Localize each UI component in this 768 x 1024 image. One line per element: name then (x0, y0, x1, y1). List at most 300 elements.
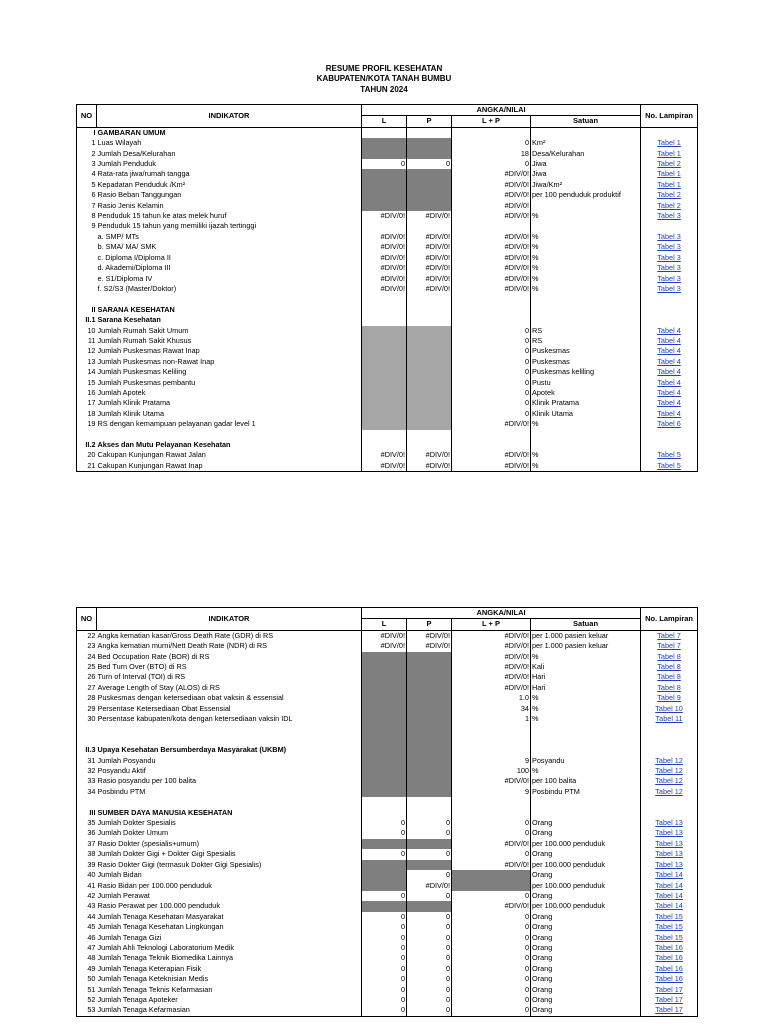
table-row (77, 127, 698, 138)
row-lampiran[interactable] (641, 398, 698, 408)
row-satuan: Orang (531, 891, 641, 901)
row-satuan: % (531, 242, 641, 252)
row-satuan: % (531, 274, 641, 284)
row-no: 26 (77, 672, 97, 682)
row-lampiran[interactable] (641, 190, 698, 200)
row-satuan: Orang (531, 870, 641, 880)
row-indikator: Jumlah Tenaga Keteknisian Medis (97, 974, 362, 984)
row-indikator: Jumlah Posyandu (97, 756, 362, 766)
row-value-l (362, 294, 407, 304)
lampiran-link[interactable]: Tabel 15 (655, 932, 683, 942)
row-value-l: #DIV/0! (362, 263, 407, 273)
lampiran-link[interactable]: Tabel 3 (657, 263, 681, 273)
lampiran-link[interactable]: Tabel 4 (657, 387, 681, 397)
row-lampiran[interactable] (641, 367, 698, 377)
row-satuan: Hari (531, 672, 641, 682)
row-satuan: Orang (531, 849, 641, 859)
row-lampiran[interactable] (641, 641, 698, 651)
row-lampiran[interactable] (641, 714, 698, 724)
col-satuan: Satuan (531, 619, 641, 630)
row-no: 12 (77, 346, 97, 356)
row-no: 37 (77, 839, 97, 849)
row-satuan: Posbindu PTM (531, 787, 641, 797)
row-lampiran[interactable] (641, 201, 698, 211)
row-lampiran[interactable] (641, 1005, 698, 1016)
row-value-lp: 0 (524, 963, 529, 973)
lampiran-link[interactable]: Tabel 11 (655, 714, 683, 724)
lampiran-link[interactable]: Tabel 14 (655, 880, 683, 890)
row-lampiran[interactable] (641, 891, 698, 901)
col-angka-nilai: ANGKA/NILAI (362, 608, 641, 619)
row-value-lp: 0 (524, 346, 529, 356)
lampiran-link[interactable]: Tabel 12 (655, 755, 683, 765)
lampiran-link[interactable]: Tabel 3 (657, 273, 681, 283)
col-p: P (407, 116, 452, 127)
row-lampiran[interactable] (641, 985, 698, 995)
row-value-p: 0 (407, 1005, 452, 1016)
row-value-l: 0 (362, 974, 407, 984)
lampiran-link[interactable]: Tabel 3 (657, 242, 681, 252)
row-indikator: a. SMP/ MTs (97, 232, 362, 242)
row-lampiran[interactable] (641, 450, 698, 460)
row-satuan: % (531, 263, 641, 273)
row-indikator: Jumlah Puskesmas Rawat Inap (97, 346, 362, 356)
lampiran-link[interactable]: Tabel 8 (657, 682, 681, 692)
lampiran-link[interactable]: Tabel 3 (657, 231, 681, 241)
lampiran-link[interactable]: Tabel 9 (657, 693, 681, 703)
resume-table-2 (76, 607, 697, 1017)
row-lampiran[interactable] (641, 652, 698, 662)
row-value-l (362, 419, 407, 429)
row-no (77, 263, 97, 273)
table-row (77, 440, 698, 450)
row-value-l (362, 388, 407, 398)
row-satuan: Hari (531, 683, 641, 693)
row-no: 9 (77, 221, 97, 231)
row-value-l (362, 860, 407, 870)
row-indikator: Rasio Bidan per 100.000 penduduk (97, 881, 362, 891)
row-value-p: #DIV/0! (407, 881, 452, 891)
row-satuan: Jiwa (531, 169, 641, 179)
row-value-l (362, 398, 407, 408)
table-row (77, 891, 698, 901)
table-row (77, 818, 698, 828)
lampiran-link[interactable]: Tabel 7 (657, 630, 681, 640)
row-value-p: 0 (407, 922, 452, 932)
row-value-lp: #DIV/0! (504, 838, 529, 848)
row-value-l: #DIV/0! (362, 461, 407, 472)
row-indikator: SARANA KESEHATAN (97, 305, 362, 315)
row-value-lp: #DIV/0! (504, 190, 529, 200)
row-lampiran[interactable] (641, 149, 698, 159)
lampiran-link[interactable]: Tabel 15 (655, 922, 683, 932)
lampiran-link[interactable]: Tabel 17 (655, 1005, 683, 1015)
row-value-p: #DIV/0! (407, 641, 452, 651)
lampiran-link[interactable]: Tabel 2 (657, 200, 681, 210)
row-value-lp: 0 (452, 1005, 531, 1016)
row-no: 11 (77, 336, 97, 346)
row-lampiran[interactable] (641, 232, 698, 242)
row-no: 19 (77, 419, 97, 429)
row-satuan: per 100.000 penduduk (531, 839, 641, 849)
row-no (77, 724, 97, 734)
row-satuan: Jiwa (531, 159, 641, 169)
table-row (77, 652, 698, 662)
row-no: 25 (77, 662, 97, 672)
row-value-l: 0 (362, 922, 407, 932)
row-value-p (407, 326, 452, 336)
row-satuan: per 100 balita (531, 776, 641, 786)
row-lampiran[interactable] (641, 169, 698, 179)
row-indikator: d. Akademi/Diploma III (97, 263, 362, 273)
row-indikator: Jumlah Tenaga Gizi (97, 933, 362, 943)
lampiran-link[interactable]: Tabel 17 (655, 984, 683, 994)
row-value-l (362, 440, 407, 450)
table-row (77, 766, 698, 776)
row-value-p (407, 839, 452, 849)
row-value-lp: 100 (516, 766, 529, 776)
lampiran-link[interactable]: Tabel 10 (655, 703, 683, 713)
row-no: 44 (77, 912, 97, 922)
row-value-p (407, 149, 452, 159)
row-value-lp: #DIV/0! (504, 231, 529, 241)
lampiran-link[interactable]: Tabel 16 (655, 963, 683, 973)
row-value-lp: #DIV/0! (504, 283, 529, 293)
row-value-p (407, 776, 452, 786)
lampiran-link[interactable]: Tabel 1 (657, 138, 681, 148)
row-value-lp: 0 (524, 974, 529, 984)
lampiran-link[interactable]: Tabel 12 (655, 776, 683, 786)
row-value-lp (452, 315, 531, 325)
lampiran-link[interactable]: Tabel 3 (657, 283, 681, 293)
table-body-2 (77, 630, 698, 1016)
row-value-l (362, 315, 407, 325)
table-body-1 (77, 127, 698, 471)
row-indikator: c. Diploma I/Diploma II (97, 253, 362, 263)
row-value-l (362, 881, 407, 891)
row-value-lp: #DIV/0! (504, 651, 529, 661)
row-lampiran[interactable] (641, 828, 698, 838)
row-lampiran[interactable] (641, 159, 698, 169)
lampiran-link[interactable]: Tabel 4 (657, 408, 681, 418)
lampiran-link[interactable]: Tabel 15 (655, 911, 683, 921)
row-value-p (407, 704, 452, 714)
row-value-l (362, 357, 407, 367)
row-lampiran[interactable] (641, 870, 698, 880)
title-line-1: RESUME PROFIL KESEHATAN (325, 64, 443, 73)
table-row (77, 672, 698, 682)
row-lampiran (641, 724, 698, 734)
row-satuan (531, 201, 641, 211)
table-row (77, 149, 698, 159)
lampiran-link[interactable]: Tabel 4 (657, 325, 681, 335)
row-value-l: 0 (362, 995, 407, 1005)
row-value-lp: #DIV/0! (504, 682, 529, 692)
row-lampiran[interactable] (641, 943, 698, 953)
row-lampiran[interactable] (641, 326, 698, 336)
row-lampiran[interactable] (641, 766, 698, 776)
row-lampiran[interactable] (641, 388, 698, 398)
row-indikator: Puskesmas dengan ketersediaan obat vaksin & essensial (97, 693, 362, 703)
lampiran-link[interactable]: Tabel 13 (655, 818, 683, 828)
table-row (77, 284, 698, 294)
row-satuan (531, 305, 641, 315)
row-lampiran[interactable] (641, 378, 698, 388)
lampiran-link[interactable]: Tabel 8 (657, 651, 681, 661)
row-lampiran[interactable] (641, 630, 698, 641)
row-value-p (407, 409, 452, 419)
lampiran-link[interactable]: Tabel 4 (657, 356, 681, 366)
row-lampiran[interactable] (641, 180, 698, 190)
table-row (77, 974, 698, 984)
table-row (77, 409, 698, 419)
row-lampiran[interactable] (641, 839, 698, 849)
row-value-lp: 0 (524, 984, 529, 994)
row-value-p: #DIV/0! (407, 630, 452, 641)
lampiran-link[interactable]: Tabel 4 (657, 346, 681, 356)
row-value-l: #DIV/0! (362, 641, 407, 651)
row-value-l: #DIV/0! (362, 253, 407, 263)
row-no: 7 (77, 201, 97, 211)
row-no: 53 (77, 1005, 97, 1016)
lampiran-link[interactable]: Tabel 4 (657, 398, 681, 408)
row-indikator: Jumlah Desa/Kelurahan (97, 149, 362, 159)
row-lampiran[interactable] (641, 662, 698, 672)
lampiran-link[interactable]: Tabel 5 (657, 450, 681, 460)
lampiran-link[interactable]: Tabel 17 (655, 994, 683, 1004)
lampiran-link[interactable]: Tabel 1 (657, 169, 681, 179)
row-indikator: Jumlah Penduduk (97, 159, 362, 169)
row-value-l: 0 (362, 1005, 407, 1016)
row-lampiran[interactable] (641, 346, 698, 356)
row-lampiran[interactable] (641, 409, 698, 419)
row-no: 39 (77, 860, 97, 870)
row-indikator (97, 797, 362, 807)
row-lampiran[interactable] (641, 336, 698, 346)
row-value-l (362, 756, 407, 766)
row-value-p (407, 201, 452, 211)
row-value-p (407, 662, 452, 672)
row-lampiran[interactable] (641, 787, 698, 797)
row-satuan: Orang (531, 912, 641, 922)
row-no (77, 430, 97, 440)
row-value-p (407, 714, 452, 724)
row-value-l (362, 787, 407, 797)
row-indikator: GAMBARAN UMUM (97, 127, 362, 138)
row-lampiran[interactable] (641, 357, 698, 367)
row-value-l: 0 (362, 828, 407, 838)
lampiran-link[interactable]: Tabel 3 (657, 211, 681, 221)
row-satuan: % (531, 419, 641, 429)
row-value-l: #DIV/0! (362, 450, 407, 460)
row-lampiran[interactable] (641, 933, 698, 943)
table-row (77, 430, 698, 440)
row-no: 42 (77, 891, 97, 901)
row-lampiran[interactable] (641, 419, 698, 429)
col-satuan: Satuan (531, 116, 641, 127)
lampiran-link[interactable]: Tabel 6 (657, 419, 681, 429)
row-value-l: #DIV/0! (362, 274, 407, 284)
row-no: 43 (77, 901, 97, 911)
row-value-p: 0 (407, 159, 452, 169)
lampiran-link[interactable]: Tabel 1 (657, 148, 681, 158)
row-lampiran[interactable] (641, 974, 698, 984)
row-lampiran[interactable] (641, 242, 698, 252)
row-indikator: Bed Occupation Rate (BOR) di RS (97, 652, 362, 662)
row-lampiran[interactable] (641, 818, 698, 828)
row-no: 10 (77, 326, 97, 336)
row-value-l (362, 221, 407, 231)
table-row (77, 180, 698, 190)
row-no: II.2 (77, 440, 97, 450)
row-indikator: Jumlah Dokter Umum (97, 828, 362, 838)
row-satuan: per 1.000 pasien keluar (531, 630, 641, 641)
lampiran-link[interactable]: Tabel 16 (655, 942, 683, 952)
lampiran-link[interactable]: Tabel 4 (657, 335, 681, 345)
table-row (77, 735, 698, 745)
row-satuan: Km² (531, 138, 641, 148)
lampiran-link[interactable]: Tabel 13 (655, 849, 683, 859)
row-value-p: #DIV/0! (407, 284, 452, 294)
row-value-l: 0 (362, 912, 407, 922)
table-row (77, 901, 698, 911)
row-lampiran[interactable] (641, 912, 698, 922)
row-indikator: Persentase Ketersediaan Obat Essensial (97, 704, 362, 714)
row-lampiran[interactable] (641, 461, 698, 472)
row-value-lp (452, 127, 531, 138)
table-row (77, 305, 698, 315)
row-lampiran[interactable] (641, 860, 698, 870)
row-lampiran[interactable] (641, 776, 698, 786)
row-lampiran[interactable] (641, 995, 698, 1005)
row-lampiran (641, 315, 698, 325)
row-lampiran[interactable] (641, 964, 698, 974)
lampiran-link[interactable]: Tabel 4 (657, 377, 681, 387)
row-satuan: % (531, 766, 641, 776)
table-row (77, 294, 698, 304)
lampiran-link[interactable]: Tabel 8 (657, 662, 681, 672)
row-lampiran[interactable] (641, 881, 698, 891)
table-row (77, 242, 698, 252)
row-value-p (407, 901, 452, 911)
lampiran-link[interactable]: Tabel 1 (657, 179, 681, 189)
row-value-p: 0 (407, 974, 452, 984)
row-satuan: Kali (531, 662, 641, 672)
row-value-l: 0 (362, 818, 407, 828)
row-lampiran (641, 294, 698, 304)
row-value-p (407, 294, 452, 304)
row-lampiran[interactable] (641, 211, 698, 221)
row-value-p (407, 745, 452, 755)
lampiran-link[interactable]: Tabel 13 (655, 838, 683, 848)
table-row (77, 797, 698, 807)
row-no: 45 (77, 922, 97, 932)
col-l: L (362, 619, 407, 630)
lampiran-link[interactable]: Tabel 14 (655, 901, 683, 911)
row-value-lp: 0 (524, 367, 529, 377)
row-no: 13 (77, 357, 97, 367)
table-row (77, 933, 698, 943)
row-lampiran[interactable] (641, 693, 698, 703)
col-no: NO (77, 105, 97, 128)
row-indikator (97, 294, 362, 304)
lampiran-link[interactable]: Tabel 13 (655, 859, 683, 869)
row-lampiran[interactable] (641, 922, 698, 932)
lampiran-link[interactable]: Tabel 7 (657, 641, 681, 651)
lampiran-link[interactable]: Tabel 13 (655, 828, 683, 838)
row-value-lp: 0 (524, 356, 529, 366)
row-indikator: Rasio Dokter Gigi (termasuk Dokter Gigi Spesialis) (97, 860, 362, 870)
lampiran-link[interactable]: Tabel 3 (657, 252, 681, 262)
row-lampiran[interactable] (641, 704, 698, 714)
col-lampiran: No. Lampiran (641, 608, 698, 631)
lampiran-link[interactable]: Tabel 12 (655, 766, 683, 776)
row-value-l (362, 430, 407, 440)
row-value-p (407, 221, 452, 231)
row-indikator: Jumlah Klinik Pratama (97, 398, 362, 408)
row-lampiran[interactable] (641, 274, 698, 284)
lampiran-link[interactable]: Tabel 4 (657, 367, 681, 377)
lampiran-link[interactable]: Tabel 16 (655, 953, 683, 963)
row-indikator: Jumlah Puskesmas pembantu (97, 378, 362, 388)
row-no: 38 (77, 849, 97, 859)
lampiran-link[interactable]: Tabel 2 (657, 159, 681, 169)
row-indikator: Jumlah Tenaga Kefarmasian (97, 1005, 362, 1016)
lampiran-link[interactable]: Tabel 16 (655, 974, 683, 984)
lampiran-link[interactable]: Tabel 8 (657, 672, 681, 682)
row-lampiran[interactable] (641, 756, 698, 766)
row-value-l (362, 367, 407, 377)
row-value-p (407, 315, 452, 325)
row-value-lp: 34 (520, 703, 529, 713)
row-lampiran[interactable] (641, 901, 698, 911)
lampiran-link[interactable]: Tabel 12 (655, 786, 683, 796)
table-row (77, 953, 698, 963)
row-value-p (407, 357, 452, 367)
row-satuan: % (531, 253, 641, 263)
row-value-l: 0 (362, 964, 407, 974)
row-lampiran (641, 797, 698, 807)
row-satuan (531, 745, 641, 755)
row-value-lp: #DIV/0! (504, 672, 529, 682)
row-no: I (77, 127, 97, 138)
row-lampiran[interactable] (641, 284, 698, 294)
row-lampiran[interactable] (641, 138, 698, 148)
row-lampiran[interactable] (641, 849, 698, 859)
row-lampiran[interactable] (641, 672, 698, 682)
row-value-lp: 0 (524, 377, 529, 387)
row-no: 5 (77, 180, 97, 190)
row-indikator: Posyandu Aktif (97, 766, 362, 776)
row-lampiran[interactable] (641, 953, 698, 963)
lampiran-link[interactable]: Tabel 5 (657, 460, 681, 470)
lampiran-link[interactable]: Tabel 14 (655, 890, 683, 900)
row-no: 50 (77, 974, 97, 984)
row-value-l: #DIV/0! (362, 284, 407, 294)
table-row (77, 336, 698, 346)
row-value-lp: #DIV/0! (504, 200, 529, 210)
row-satuan: Jiwa/Km² (531, 180, 641, 190)
row-satuan: per 100.000 penduduk (531, 881, 641, 891)
row-no: 52 (77, 995, 97, 1005)
row-lampiran[interactable] (641, 683, 698, 693)
row-indikator: Jumlah Tenaga Kesehatan Masyarakat (97, 912, 362, 922)
row-lampiran[interactable] (641, 253, 698, 263)
row-value-p (407, 808, 452, 818)
lampiran-link[interactable]: Tabel 14 (655, 870, 683, 880)
lampiran-link[interactable]: Tabel 2 (657, 190, 681, 200)
row-lampiran[interactable] (641, 263, 698, 273)
